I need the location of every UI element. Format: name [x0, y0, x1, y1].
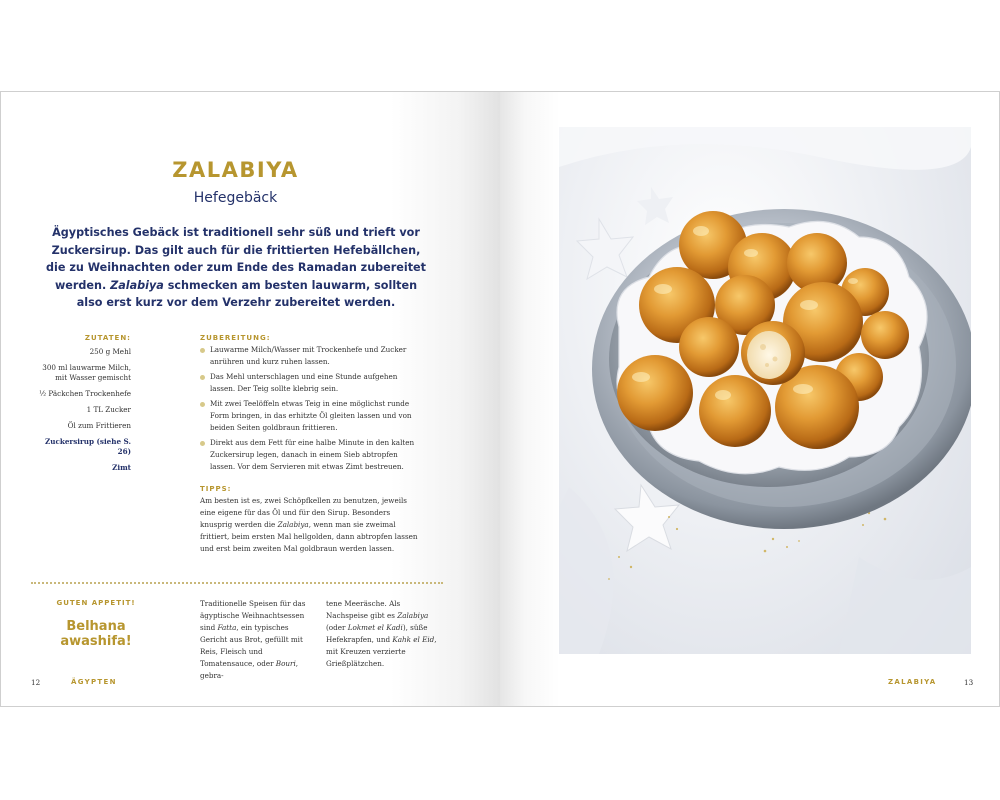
tips-text: Am besten ist es, zwei Schöpfkellen zu benutzen, jeweils eine eigene für das Öl und für den Sirup. Besonders knusprig werden die [200, 496, 407, 529]
page-number-left: 12 [31, 678, 41, 687]
food-photo [559, 127, 971, 654]
col1-italic: Fatta [217, 623, 237, 632]
appetit-heading: GUTEN APPETIT! [56, 599, 136, 607]
ingredient-item: Zimt [112, 463, 131, 472]
preparation-step [200, 371, 420, 395]
col1-text: , ein typisches Gericht aus Brot, gefüllt mit Reis, Fleisch und Tomatensauce, oder [200, 623, 303, 668]
col2-italic: Lokmet el Kadi [347, 623, 403, 632]
step-text: Direkt aus dem Fett für eine halbe Minute in den kalten Zuckersirup legen, danach in einem Sieb abtropfen lassen. Vor dem Servieren mit etwas Zimt bestreuen. [210, 438, 415, 471]
info-column-2 [326, 598, 444, 670]
info-column-1 [200, 598, 318, 682]
right-page [500, 92, 999, 706]
tips-text-end: , wenn man sie zweimal frittiert, beim ersten Mal hellgolden, dann abtropfen lassen und erst beim zweiten Mal goldbraun werden lassen. [200, 520, 418, 553]
col1-text: , gebra- [200, 659, 299, 680]
col2-text: ), süße Hefekrapfen, und [326, 623, 428, 644]
ingredient-item: Öl zum Frittieren [67, 421, 131, 430]
col1-text: Traditionelle Speisen für das ägyptische Weihnachtsessen sind [200, 599, 306, 632]
ingredients-list [31, 347, 131, 479]
preparation-step [200, 437, 420, 473]
step-text: Das Mehl unterschlagen und eine Stunde aufgehen lassen. Der Teig sollte klebrig sein. [210, 372, 398, 393]
ingredient-item: 300 ml lauwarme Milch, mit Wasser gemischt [42, 363, 131, 382]
bullet-icon [200, 402, 205, 407]
appetit-phrase: Belhana awashifa! [60, 619, 132, 649]
running-head: ZALABIYA [888, 678, 937, 686]
food-photo-illustration [559, 127, 971, 654]
col2-text: , mit Kreuzen verzierte Grießplätzchen. [326, 635, 437, 668]
preparation-list [200, 344, 420, 476]
step-text: Lauwarme Milch/Wasser mit Trockenhefe und Zucker anrühren und kurz ruhen lassen. [210, 345, 407, 366]
preparation-heading: ZUBEREITUNG: [200, 334, 271, 342]
chapter-label: ÄGYPTEN [71, 678, 117, 686]
recipe-title: ZALABIYA [172, 158, 299, 182]
preparation-step [200, 398, 420, 434]
intro-italic: Zalabiya [110, 278, 164, 292]
tips-italic: Zalabiya [277, 520, 309, 529]
preparation-step [200, 344, 420, 368]
recipe-subtitle: Hefegebäck [193, 190, 278, 206]
page-number-right: 13 [964, 678, 974, 687]
ingredient-item: Zuckersirup (siehe S. 26) [45, 437, 131, 456]
ingredient-item: 250 g Mehl [89, 347, 131, 356]
col2-text: (oder [326, 623, 348, 632]
col2-italic: Kahk el Eid [392, 635, 435, 644]
ingredient-item: ½ Päckchen Trockenhefe [39, 389, 131, 398]
tips-heading: TIPPS: [200, 485, 232, 493]
col1-italic: Bouri [275, 659, 296, 668]
book-spread [0, 91, 1000, 707]
col2-italic: Zalabiya [397, 611, 429, 620]
ingredients-heading: ZUTATEN: [84, 334, 131, 342]
left-page [1, 92, 500, 706]
dotted-divider [31, 582, 443, 584]
step-text: Mit zwei Teelöffeln etwas Teig in eine möglichst runde Form bringen, in das erhitzte Öl gleiten lassen und von beiden Seiten goldbraun frittieren. [210, 399, 412, 432]
intro-paragraph [46, 224, 426, 312]
bullet-icon [200, 348, 205, 353]
bullet-icon [200, 441, 205, 446]
bullet-icon [200, 375, 205, 380]
ingredient-item: 1 TL Zucker [86, 405, 131, 414]
intro-text: Ägyptisches Gebäck ist traditionell sehr süß und trieft vor Zuckersirup. Das gilt auch für die frittierten Hefebällchen, die zu Weihnachten oder zum Ende des Ramadan zubereitet werden. [46, 226, 426, 292]
col2-text: tene Meeräsche. Als Nachspeise gibt es [326, 599, 401, 620]
tips-paragraph [200, 495, 420, 555]
intro-text-end: schmecken am besten lauwarm, sollten also erst kurz vor dem Verzehr zubereitet werden. [76, 278, 418, 310]
